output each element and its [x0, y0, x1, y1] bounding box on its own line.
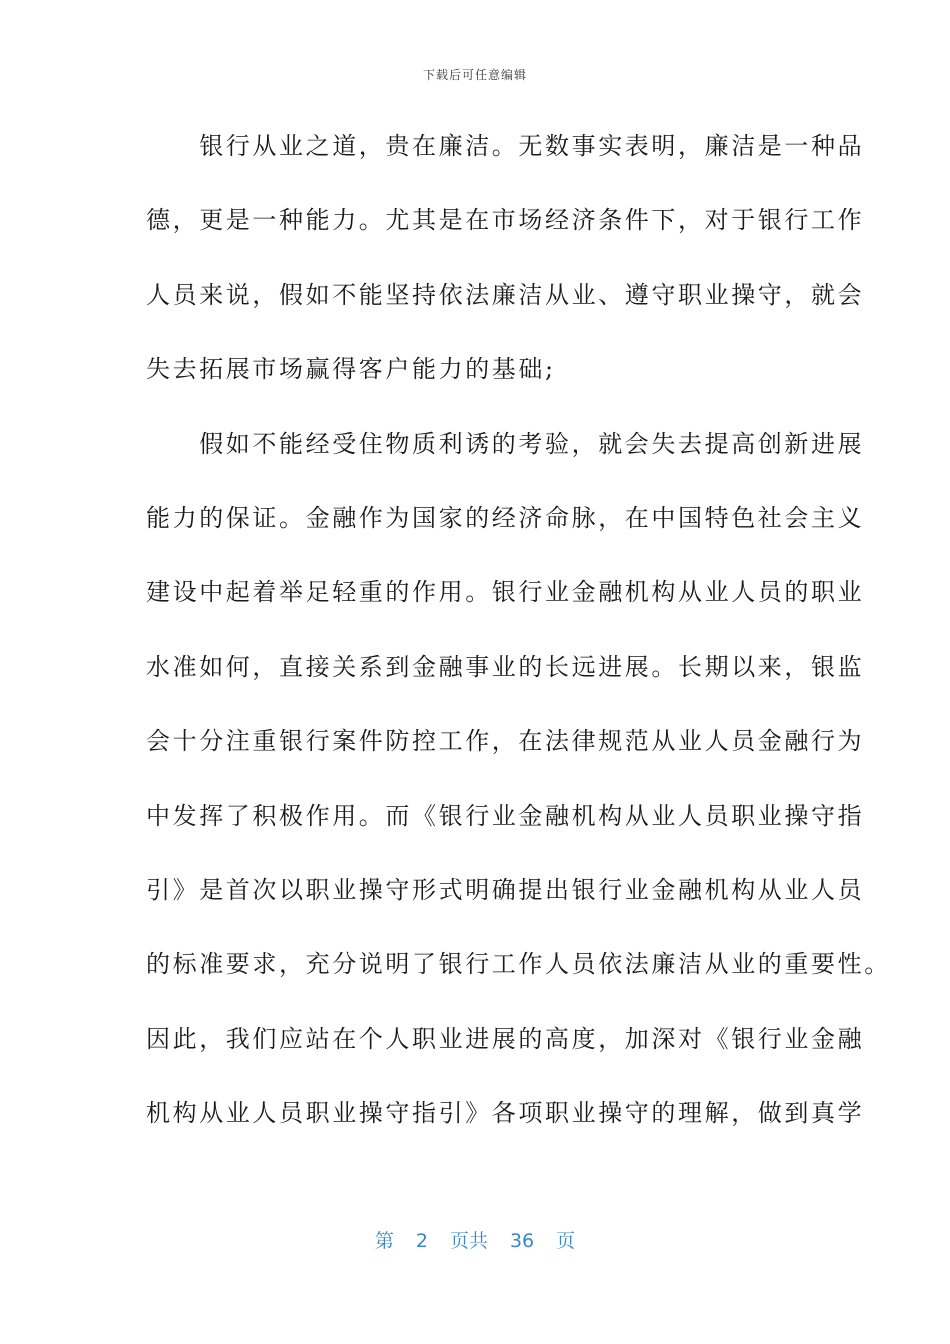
page-header: 下载后可任意编辑: [422, 68, 527, 82]
text-line: 的标准要求，充分说明了银行工作人员依法廉洁从业的重要性。: [146, 950, 891, 979]
text-line: 会十分注重银行案件防控工作，在法律规范从业人员金融行为: [146, 727, 865, 756]
text-line: 建设中起着举足轻重的作用。银行业金融机构从业人员的职业: [146, 578, 865, 607]
document-body: [146, 122, 891, 1163]
footer-suffix: 页: [556, 1230, 576, 1252]
footer-prefix: 第: [374, 1230, 394, 1252]
page-footer: [0, 1226, 950, 1253]
text-line: 人员来说，假如不能坚持依法廉洁从业、遵守职业操守，就会: [146, 280, 865, 309]
text-line: 引》是首次以职业操守形式明确提出银行业金融机构从业人员: [146, 875, 865, 904]
text-line: 机构从业人员职业操守指引》各项职业操守的理解，做到真学: [146, 1099, 865, 1128]
footer-middle: 页共: [449, 1230, 488, 1252]
text-line: 德，更是一种能力。尤其是在市场经济条件下，对于银行工作: [146, 206, 865, 235]
text-line: 失去拓展市场赢得客户能力的基础;: [146, 355, 556, 384]
text-line: 中发挥了积极作用。而《银行业金融机构从业人员职业操守指: [146, 801, 865, 830]
current-page-number: 2: [415, 1230, 428, 1252]
text-line: 银行从业之道，贵在廉洁。无数事实表明，廉洁是一种品: [146, 132, 865, 160]
total-pages-number: 36: [509, 1230, 535, 1252]
text-line: 假如不能经受住物质利诱的考验，就会失去提高创新进展: [146, 429, 865, 458]
text-line: 能力的保证。金融作为国家的经济命脉，在中国特色社会主义: [146, 503, 865, 532]
text-line: 因此，我们应站在个人职业进展的高度，加深对《银行业金融: [146, 1024, 865, 1053]
text-line: 水准如何，直接关系到金融事业的长远进展。长期以来，银监: [146, 652, 865, 681]
